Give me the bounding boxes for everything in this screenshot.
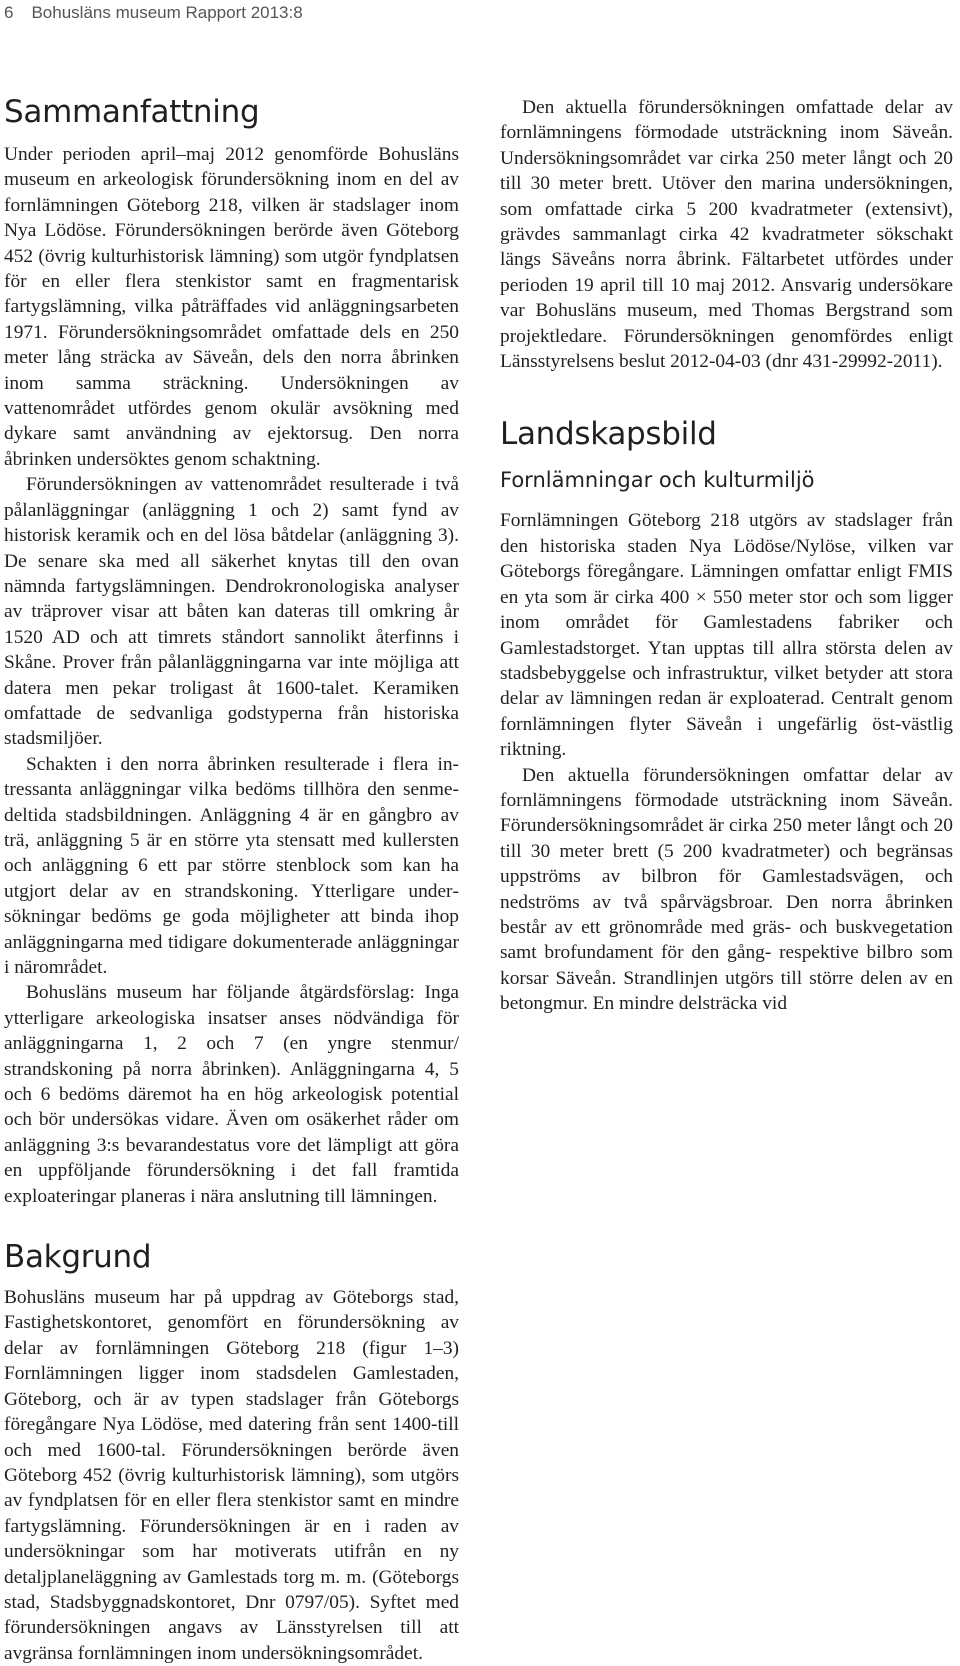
- heading-bakgrund: Bakgrund: [4, 1239, 152, 1276]
- left-column: [4, 92, 459, 1666]
- subheading-fornlamningar: Fornlämningar och kulturmiljö: [500, 468, 815, 493]
- report-title: Bohusläns museum Rapport 2013:8: [31, 3, 303, 22]
- section-sammanfattning: [4, 92, 459, 1209]
- page-number: 6: [4, 3, 14, 22]
- heading-landskapsbild: Landskapsbild: [500, 416, 717, 453]
- paragraph: Förundersökningen av vattenområdet resulterade i två pålanläggningar (anläggning 1 och 2) samt fynd av historisk keramik och en del lösa båtdelar (anläggning 3). De senare ska med all säkerhet knytas till den ovan nämnda fartygslämningen. Dendrokronologiska analyser av träprover visar att båten kan dateras till omkring år 1520 AD och att timrets ståndort sannolikt återfinns i Skåne. Prover från pålanläggningarna var inte möjliga att datera men pekar troligast åt 1600-talet. Keramiken omfattade de sedvanliga godstyperna från historiska stadsmiljöer.: [4, 474, 459, 750]
- paragraph: Den aktuella förundersökningen omfattade delar av fornlämningens förmodade utsträckning inom Säveån. Undersökningsområdet var cirka 250 meter långt och 20 till 30 meter brett. Utöver den marina undersökningen, som omfattade cirka 5 200 kvadratmeter (extensivt), grävdes sammanlagt cirka 42 kvadratmeter sökschakt längs Säveåns norra åbrink. Fältarbetet utfördes under perioden 19 april till 10 maj 2012. Ansvarig undersökare var Bohusläns museum, med Thomas Bergstrand som projektledare. Förundersökningen genomfördes enligt Länsstyrelsens beslut 2012-04-03 (dnr 431-29992-2011).: [500, 97, 953, 373]
- paragraph: Bohusläns museum har på uppdrag av Göteborgs stad, Fastighetskontoret, genomfört en förundersökning av delar av fornlämningen Göteborg 218 (figur 1–3) Fornlämningen ligger inom stadsdelen Gamlestaden, Göteborg, och är av typen stadslager från Göteborgs föregångare Nya Lödöse, med datering från sent 1400-till och med 1600-tal. Förundersökningen berörde även Göteborg 452 (övrig kulturhistorisk lämning), som utgörs av fyndplatsen för en eller flera stenkistor samt en mindre fartygslämning. Förundersökningen är en i raden av undersökningar som har motiverats utifrån en ny detaljplaneläggning av Gamlestads torg m. m. (Göteborgs stad, Stadsbyggnadskontoret, Dnr 0797/05). Syftet med förundersökningen angavs av Länsstyrelsen till att avgränsa fornlämningen inom undersökningsområdet.: [4, 1287, 459, 1664]
- section-landskapsbild: [500, 414, 953, 1016]
- page-header: [4, 3, 303, 23]
- right-column: [500, 95, 953, 1017]
- section-bakgrund-continued: [500, 95, 953, 374]
- section-bakgrund: [4, 1237, 459, 1666]
- paragraph: Under perioden april–maj 2012 genomförde Bohusläns museum en arkeologisk förundersökning inom en del av fornlämningen Göteborg 218, vilken är stadslager inom Nya Lödöse. Förundersökningen berörde även Göteborg 452 (övrig kulturhistorisk lämning) som utgör fyndplatsen för en eller flera stenkistor samt en fragmentarisk fartygslämning, vilka påträffades vid anläggningsarbeten 1971. Förundersökningsområdet omfattade dels en 250 meter lång sträcka av Säveån, dels den norra åbrinken inom samma sträckning. Undersökningen av vattenområdet utfördes genom okulär avsökning med dykare samt användning av ejektorsug. Den norra åbrinken undersöktes genom schaktning.: [4, 144, 459, 470]
- paragraph: Fornlämningen Göteborg 218 utgörs av stadslager från den historiska staden Nya Lödöse/Nylöse, vilken var Göteborgs föregångare. Lämningen omfattar enligt FMIS en yta som är cirka 400 × 550 meter stor och som ligger inom området för Gamlestadens fabriker och Gamlestadstorget. Ytan upptas till allra största delen av stadsbebyggelse och infrastruktur, vilket betyder att stora delar av lämningen redan är exploaterad. Centralt genom fornlämningen flyter Säveån i ungefärlig öst-västlig riktning.: [500, 510, 953, 761]
- paragraph: Schakten i den norra åbrinken resulterade i flera intressanta anläggningar vilka bedöms tillhöra den senmedeltida stadsbildningen. Anläggning 4 är en gångbro av trä, anläggning 5 är en större yta stensatt med kullersten och anläggning 6 ett par större stenblock som kan ha utgjort delar av en strandskoning. Ytterligare undersökningar bedöms ge goda möjligheter att binda ihop anläggningarna med tidigare dokumenterade anläggningar i närområdet.: [4, 753, 459, 978]
- paragraph: Bohusläns museum har följande åtgärdsförslag: Inga ytterligare arkeologiska insatser anses nödvändiga för anläggningarna 1, 2 och 7 (en yngre stenmur/ strandskoning på norra åbrinken). Anläggningarna 4, 5 och 6 bedöms däremot ha en hög arkeologisk potential och bör undersökas vidare. Även om osäkerhet råder om anläggning 3:s bevarandestatus vore det lämpligt att göra en uppföljande förundersökning i det fall framtida exploateringar planeras i nära anslutning till lämningen.: [4, 982, 459, 1207]
- heading-sammanfattning: Sammanfattning: [4, 94, 260, 130]
- paragraph: Den aktuella förundersökningen omfattar delar av fornlämningens förmodade utsträckning inom Säveån. Förundersökningsområdet är cirka 250 meter långt och 20 till 30 meter brett (5 200 kvadratmeter) och begränsas uppströms av bilbron för Gamlestadsvägen, och nedströms av två spårvägsbroar. Den norra åbrinken består av ett grönområde med gräs- och buskvegetation samt brofundament för den gång- respektive bilbro som korsar Säveån. Strandlinjen utgörs till större delen av en betongmur. En mindre delsträcka vid: [500, 764, 953, 1015]
